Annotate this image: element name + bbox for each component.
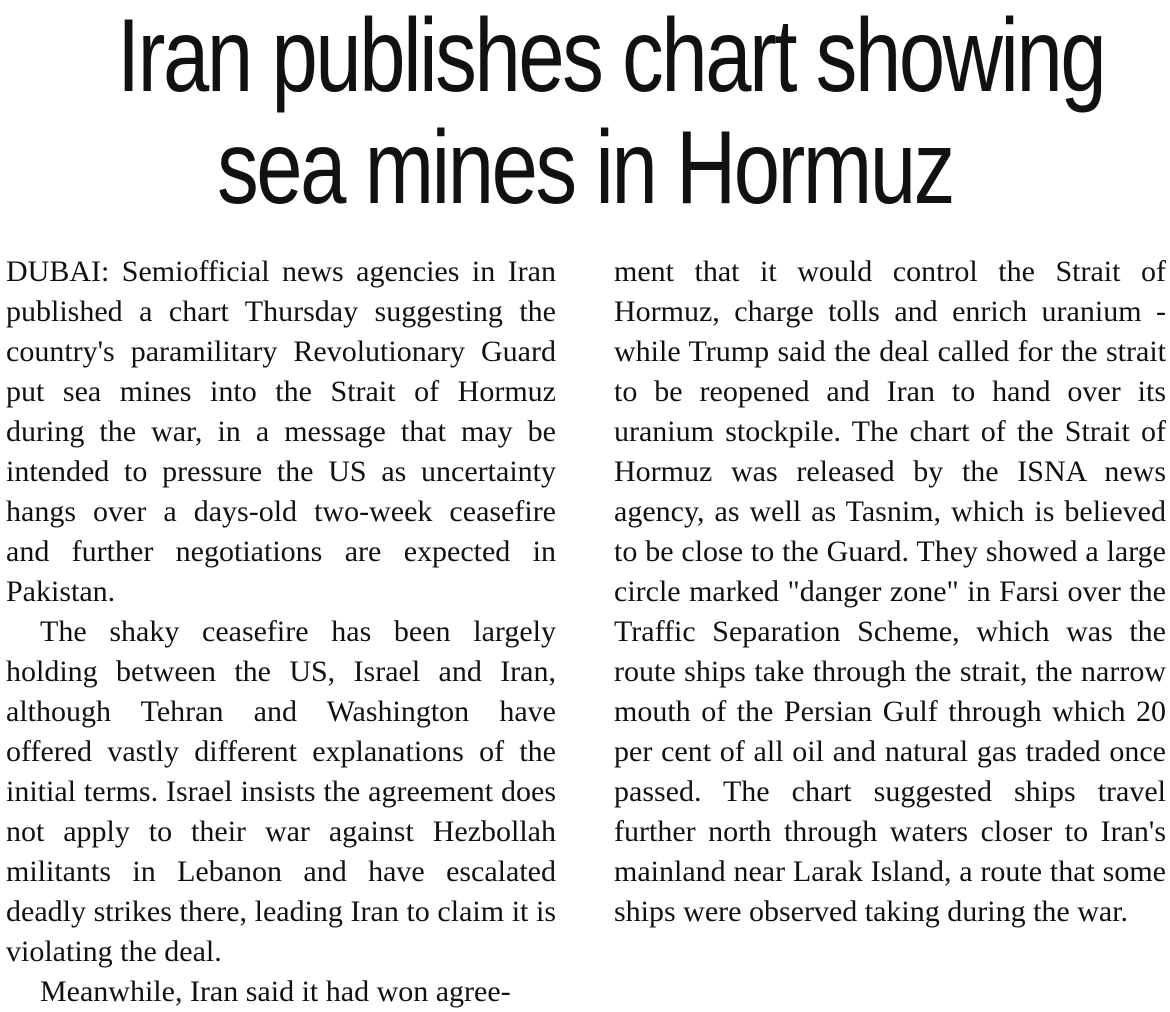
headline-line-1: Iran publishes chart showing (117, 0, 1105, 114)
paragraph-dateline: DUBAI: Semiofficial news agencies in Iran published a chart Thursday suggesting the country's paramilitary Revolutionary Guard put sea mines into the Strait of Hormuz during the war, in a message that may be intended to pressure the US as uncertainty hangs over a days-old two-week ceasefire and further negotiations are expected in Pakistan. (6, 255, 556, 608)
paragraph-chart-details: ment that it would control the Strait of Hormuz, charge tolls and enrich uranium - while Trump said the deal called for the strait to be reopened and Iran to hand over its uranium stockpile. The chart of the Strait of Hormuz was released by the ISNA news agency, as well as Tasnim, which is believed to be close to the Guard. They showed a large circle marked "danger zone" in Farsi over the Traffic Separation Scheme, which was the route ships take through the strait, the narrow mouth of the Persian Gulf through which 20 per cent of all oil and natural gas traded once passed. The chart suggested ships travel further north through waters closer to Iran's mainland near Larak Island, a route that some ships were observed taking during the war. (614, 255, 1166, 928)
article-column-left (6, 252, 556, 1012)
headline (117, 0, 1105, 226)
paragraph-ceasefire: The shaky ceasefire has been largely holding between the US, Israel and Iran, although Tehran and Washington have offered vastly different explanations of the initial terms. Israel insists the agreement does not apply to their war against Hezbollah militants in Lebanon and have escalated deadly strikes there, leading Iran to claim it is violating the deal. (6, 615, 556, 968)
article-column-right (614, 252, 1166, 932)
headline-line-2: sea mines in Hormuz (217, 110, 953, 226)
paragraph-meanwhile: Meanwhile, Iran said it had won agree- (40, 975, 511, 1008)
